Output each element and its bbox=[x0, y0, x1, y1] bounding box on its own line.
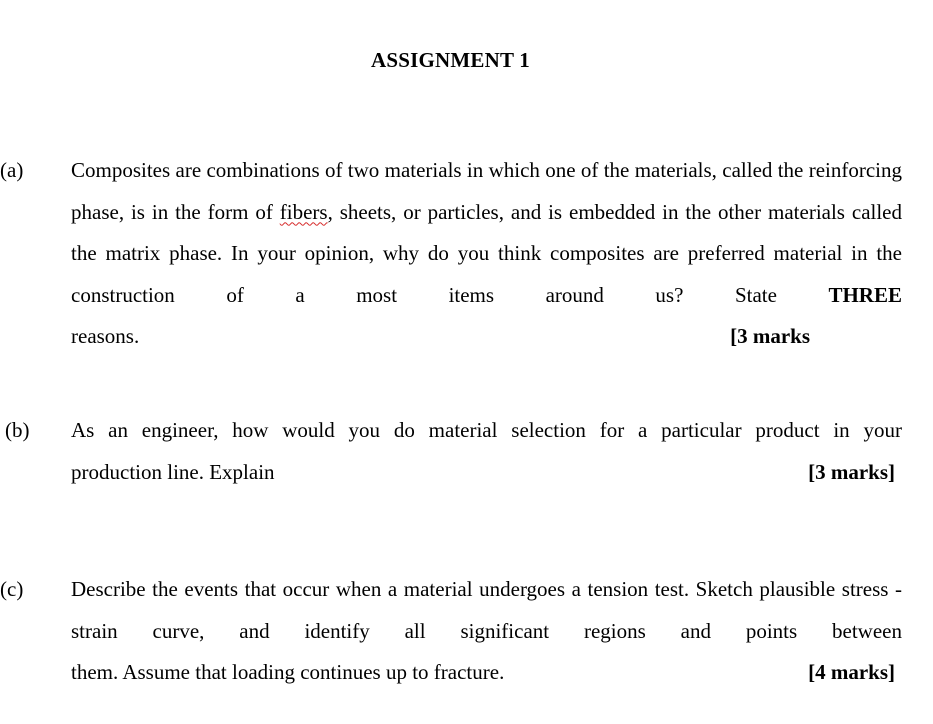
question-a-label: (a) bbox=[0, 158, 24, 182]
question-a-text bbox=[71, 150, 902, 358]
question-b-body: As an engineer, how would you do material selection for a particular product in your bbox=[71, 418, 902, 442]
spellcheck-flagged-word: fibers bbox=[279, 199, 328, 224]
question-c-last-line bbox=[71, 652, 902, 694]
question-b-label: (b) bbox=[5, 418, 30, 442]
question-a-last-line bbox=[71, 316, 902, 358]
question-b-last-line bbox=[71, 452, 902, 494]
question-a-text-part2: , sheets, or particles, and is embedded in the other materials called the matrix phase. In your opinion, why do you think composites are preferred material in the construction of a most items around us? State bbox=[71, 199, 903, 307]
question-c-label: (c) bbox=[0, 577, 24, 601]
question-b-last-line-text: production line. Explain bbox=[71, 459, 275, 484]
question-b-marks: [3 marks] bbox=[808, 459, 895, 484]
question-a-last-line-text: reasons. bbox=[71, 324, 140, 348]
question-c-body: Describe the events that occur when a material undergoes a tension test. Sketch plausible stress - strain curve, and identify all significant regions and points between bbox=[71, 577, 902, 643]
question-a-marks: [3 marks bbox=[730, 324, 810, 348]
question-c-text bbox=[71, 569, 902, 694]
question-b-text bbox=[71, 410, 902, 493]
document-title: ASSIGNMENT 1 bbox=[371, 48, 530, 72]
question-a-text-part1: Composites are combinations of two materials in which one of the materials, called the reinforcing phase, is in the form of bbox=[71, 158, 902, 224]
question-c-last-line-text: them. Assume that loading continues up to fracture. bbox=[71, 660, 505, 684]
question-a-body bbox=[71, 150, 902, 316]
question-a-bold-word: THREE bbox=[828, 282, 902, 307]
question-c-marks: [4 marks] bbox=[808, 660, 895, 684]
